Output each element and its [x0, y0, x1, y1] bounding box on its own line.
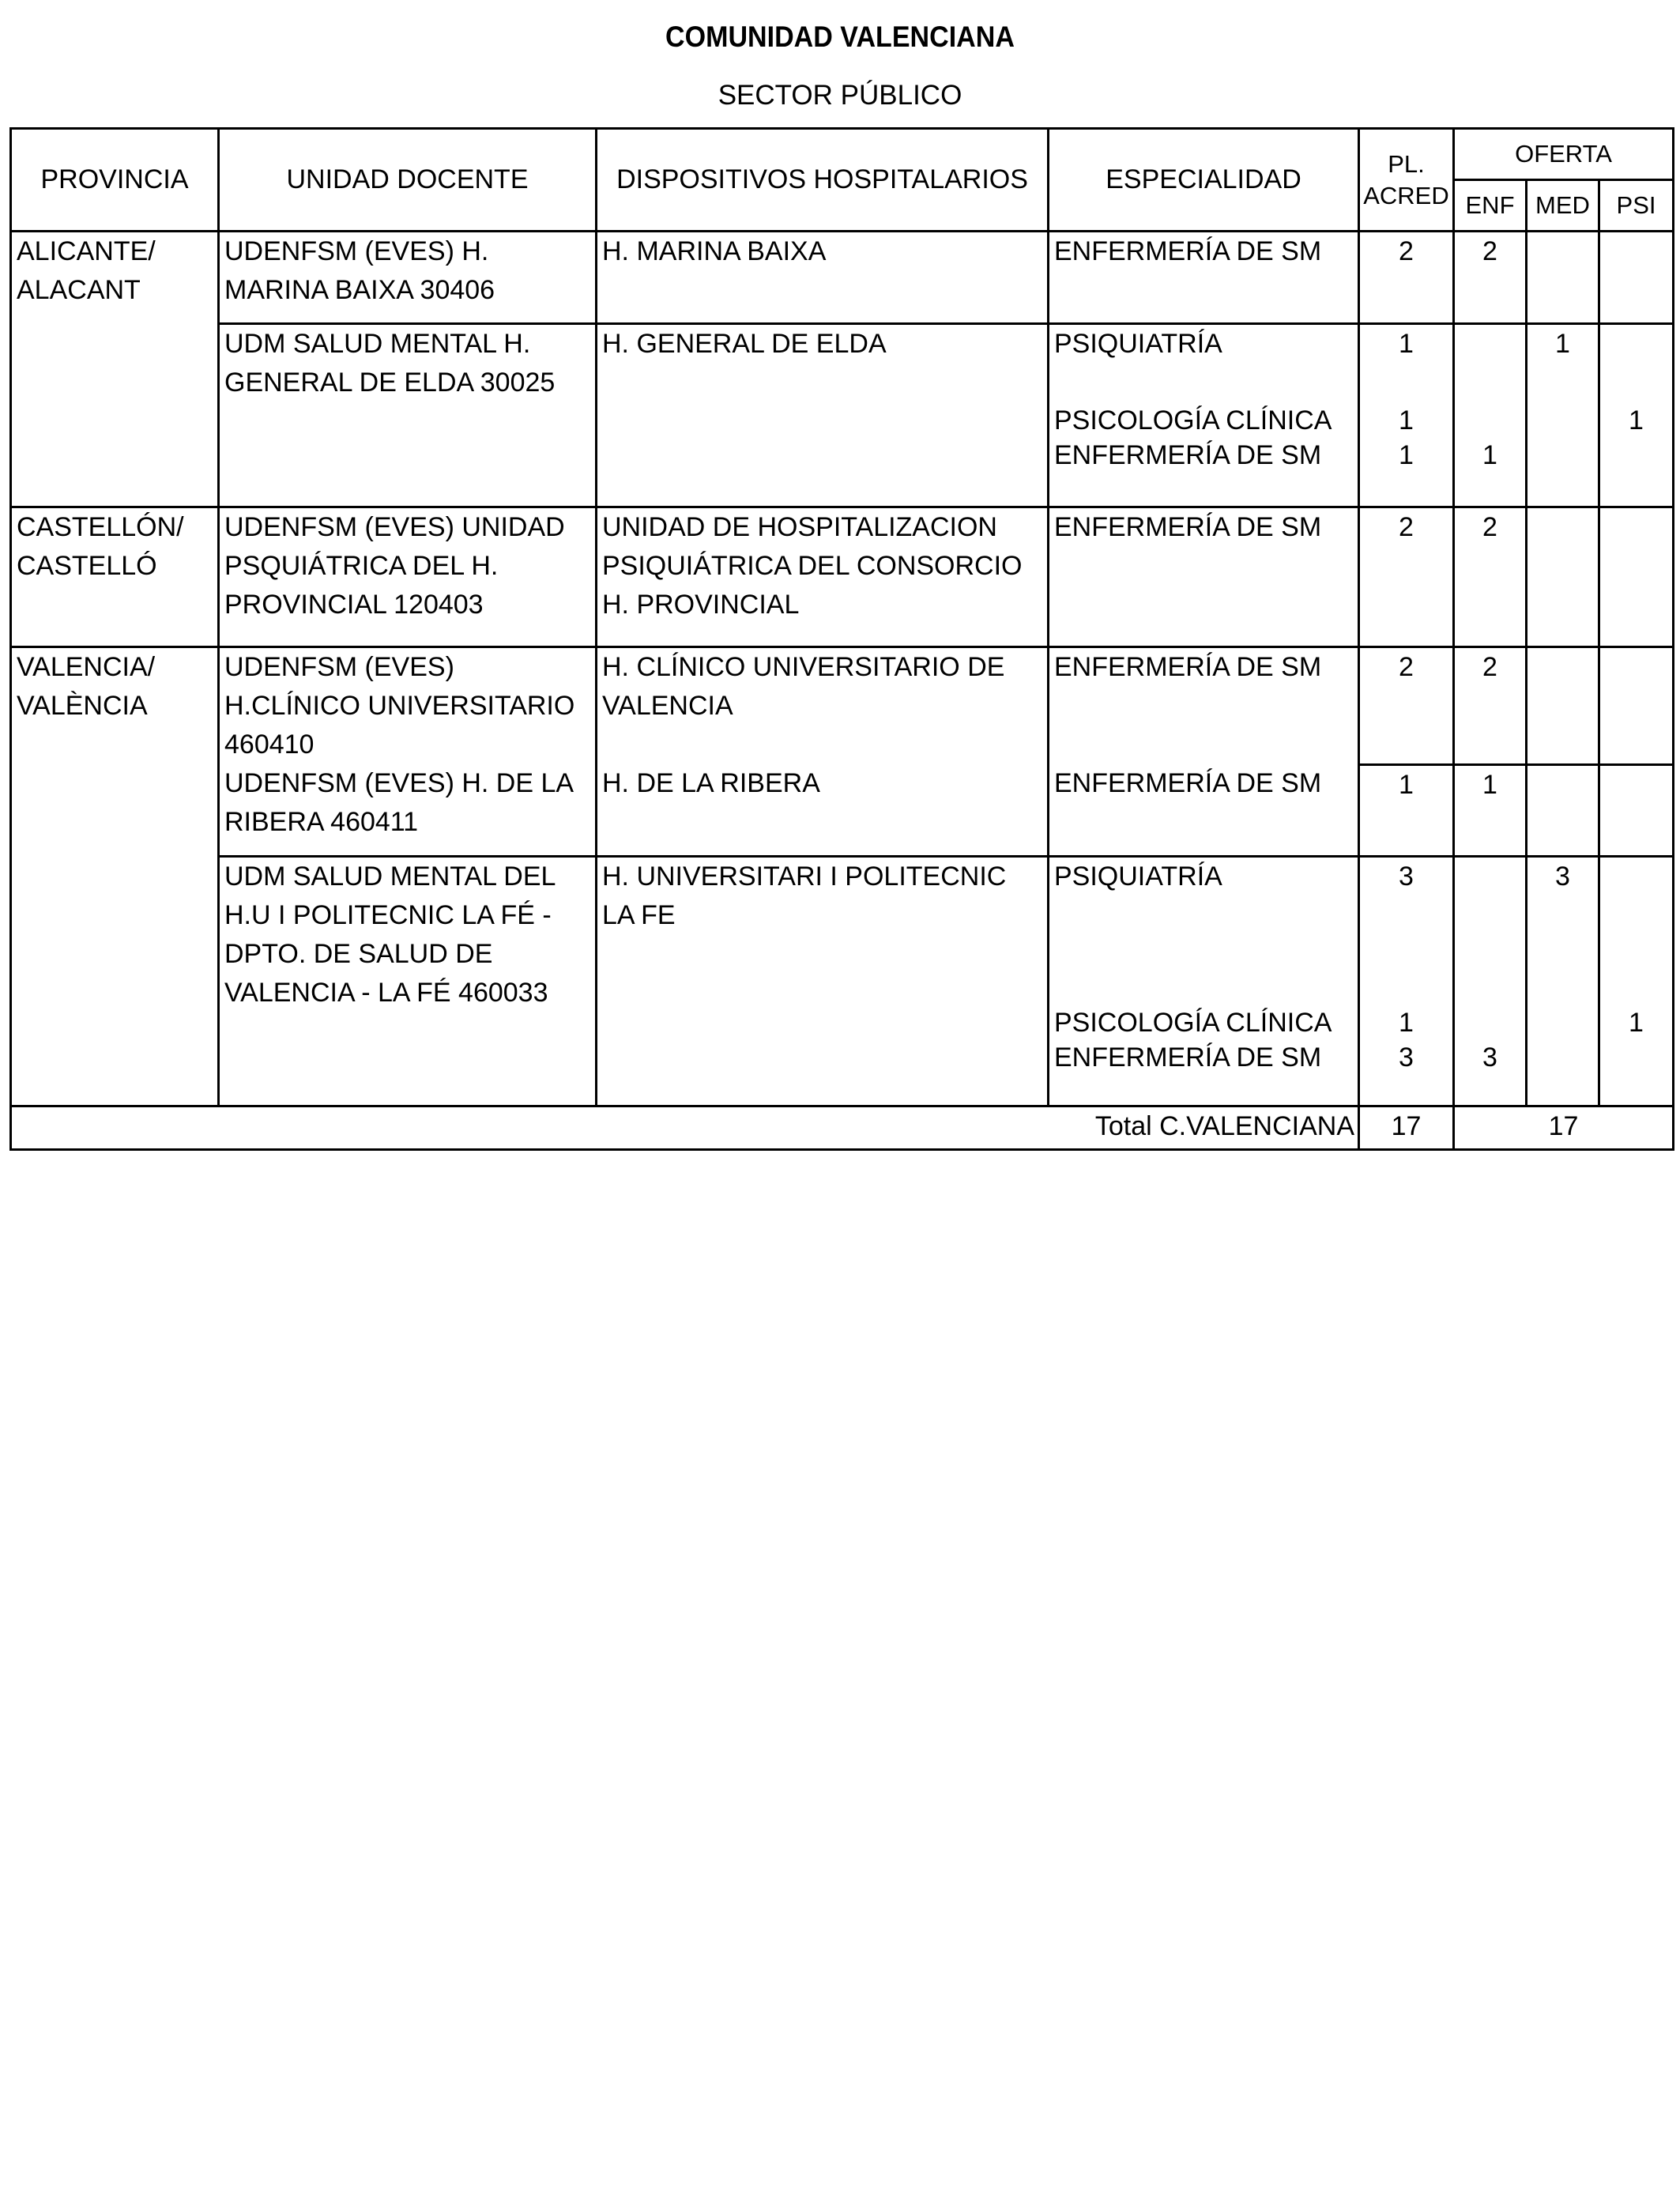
enf-value [1456, 325, 1524, 364]
pl-value: 1 [1399, 405, 1414, 435]
med-cell [1527, 232, 1599, 324]
dispositivo-cell: H. UNIVERSITARI I POLITECNIC LA FE [597, 856, 1049, 1106]
total-row [11, 1106, 1674, 1149]
especialidad-line: PSIQUIATRÍA [1054, 861, 1222, 892]
especialidad-cell: ENFERMERÍA DE SM [1049, 647, 1359, 765]
enf-value: 3 [1482, 1042, 1497, 1072]
table-row [11, 647, 1674, 765]
pl-value: 1 [1399, 329, 1414, 359]
table-row [11, 764, 1674, 856]
psi-cell [1599, 232, 1674, 324]
pl-cell: 2 [1359, 507, 1454, 647]
especialidad-line: ENFERMERÍA DE SM [1054, 1042, 1322, 1072]
dispositivo-cell: H. MARINA BAIXA [597, 232, 1049, 324]
table-row [11, 232, 1674, 324]
med-cell [1527, 856, 1599, 1106]
header-especialidad: ESPECIALIDAD [1049, 129, 1359, 232]
header-enf: ENF [1454, 180, 1527, 232]
total-pl: 17 [1359, 1106, 1454, 1149]
header-psi: PSI [1599, 180, 1674, 232]
pl-cell: 2 [1359, 647, 1454, 765]
med-cell [1527, 647, 1599, 765]
header-pl-acred [1359, 129, 1454, 232]
table-row [11, 856, 1674, 1106]
unidad-docente-cell: UDENFSM (EVES) H. DE LA RIBERA 460411 [219, 764, 597, 856]
pl-cell: 1 [1359, 764, 1454, 856]
unidad-docente-cell: UDENFSM (EVES) UNIDAD PSQUIÁTRICA DEL H. PROVINCIAL 120403 [219, 507, 597, 647]
province-name: ALICANTE/ [17, 236, 156, 266]
enf-cell: 2 [1454, 232, 1527, 324]
med-cell [1527, 507, 1599, 647]
psi-value: 1 [1629, 405, 1644, 435]
page-subtitle: SECTOR PÚBLICO [718, 80, 962, 111]
especialidad-cell: ENFERMERÍA DE SM [1049, 507, 1359, 647]
province-name: CASTELLÓ [17, 551, 157, 581]
psi-value: 1 [1629, 1007, 1644, 1038]
enf-cell: 2 [1454, 647, 1527, 765]
psi-cell [1599, 324, 1674, 507]
med-value: 1 [1555, 329, 1570, 359]
especialidad-line: PSICOLOGÍA CLÍNICA [1054, 405, 1332, 435]
especialidad-line: PSIQUIATRÍA [1054, 329, 1222, 359]
especialidad-cell [1049, 324, 1359, 507]
province-cell [11, 232, 219, 507]
page-title: COMUNIDAD VALENCIANA [665, 21, 1015, 53]
dispositivo-cell: UNIDAD DE HOSPITALIZACION PSIQUIÁTRICA DEL CONSORCIO H. PROVINCIAL [597, 507, 1049, 647]
especialidad-cell: ENFERMERÍA DE SM [1049, 764, 1359, 856]
dispositivo-cell: H. DE LA RIBERA [597, 764, 1049, 856]
dispositivo-cell: H. CLÍNICO UNIVERSITARIO DE VALENCIA [597, 647, 1049, 765]
enf-cell [1454, 856, 1527, 1106]
pl-value: 1 [1399, 440, 1414, 470]
pl-value: 1 [1399, 1007, 1414, 1038]
especialidad-line: ENFERMERÍA DE SM [1054, 440, 1322, 470]
pl-cell [1359, 856, 1454, 1106]
especialidad-line: PSICOLOGÍA CLÍNICA [1054, 1007, 1332, 1038]
psi-cell [1599, 764, 1674, 856]
pl-value: 3 [1399, 861, 1414, 892]
plazas-table [9, 127, 1674, 1151]
unidad-docente-cell: UDENFSM (EVES) H.CLÍNICO UNIVERSITARIO 460410 [219, 647, 597, 765]
unidad-docente-cell: UDENFSM (EVES) H. MARINA BAIXA 30406 [219, 232, 597, 324]
unidad-docente-cell: UDM SALUD MENTAL H. GENERAL DE ELDA 30025 [219, 324, 597, 507]
province-cell [11, 507, 219, 647]
header-dispositivos: DISPOSITIVOS HOSPITALARIOS [597, 129, 1049, 232]
med-value: 3 [1555, 861, 1570, 892]
pl-value: 3 [1399, 1042, 1414, 1072]
total-oferta: 17 [1454, 1106, 1674, 1149]
med-cell [1527, 764, 1599, 856]
psi-cell [1599, 507, 1674, 647]
enf-value: 1 [1482, 440, 1497, 470]
province-name: VALÈNCIA [17, 691, 148, 721]
dispositivo-cell: H. GENERAL DE ELDA [597, 324, 1049, 507]
header-acred-label: ACRED [1363, 181, 1449, 209]
enf-cell: 1 [1454, 764, 1527, 856]
province-cell [11, 647, 219, 1106]
province-name: CASTELLÓN/ [17, 512, 184, 542]
header-med: MED [1527, 180, 1599, 232]
table-row [11, 507, 1674, 647]
pl-cell [1359, 324, 1454, 507]
header-oferta: OFERTA [1454, 129, 1674, 180]
table-row [11, 324, 1674, 507]
psi-cell [1599, 647, 1674, 765]
enf-value [1456, 403, 1524, 438]
med-cell [1527, 324, 1599, 507]
province-name: ALACANT [17, 275, 141, 305]
especialidad-cell: ENFERMERÍA DE SM [1049, 232, 1359, 324]
enf-cell: 2 [1454, 507, 1527, 647]
unidad-docente-cell: UDM SALUD MENTAL DEL H.U I POLITECNIC LA FÉ - DPTO. DE SALUD DE VALENCIA - LA FÉ 460033 [219, 856, 597, 1106]
total-label: Total C.VALENCIANA [11, 1106, 1359, 1149]
especialidad-cell [1049, 856, 1359, 1106]
pl-cell: 2 [1359, 232, 1454, 324]
enf-cell [1454, 324, 1527, 507]
header-pl-label: PL. [1388, 149, 1425, 178]
province-name: VALENCIA/ [17, 652, 156, 682]
header-unidad-docente: UNIDAD DOCENTE [219, 129, 597, 232]
header-provincia: PROVINCIA [11, 129, 219, 232]
psi-cell [1599, 856, 1674, 1106]
